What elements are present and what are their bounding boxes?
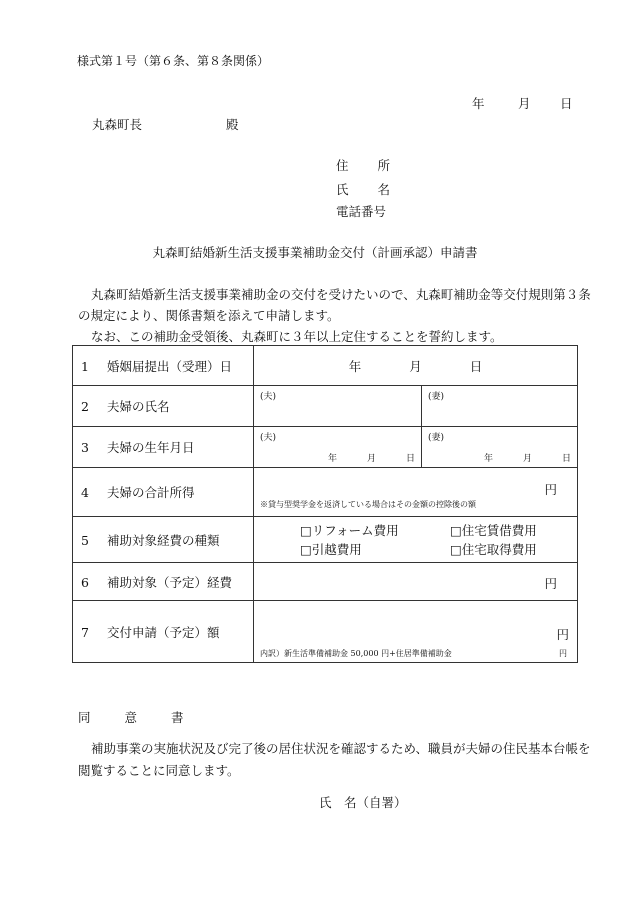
row-label: 2 夫婦の氏名 (73, 386, 254, 427)
breakdown-note: 内訳）新生活準備補助金 50,000 円+住居準備補助金 (260, 649, 452, 658)
row-label: 1 婚姻届提出（受理）日 (73, 346, 254, 386)
applicant-name (336, 180, 446, 198)
planned-expense-yen: 円 (544, 576, 557, 591)
consent-text: 補助事業の実施状況及び完了後の居住状況を確認するため、職員が夫婦の住民基本台帳を閲覧することに同意します。 (78, 741, 591, 778)
checkbox-acquisition[interactable]: □住宅取得費用 (450, 541, 537, 557)
requested-amount-field[interactable] (254, 601, 578, 663)
table-row (73, 563, 578, 601)
applicant-address (336, 156, 446, 174)
form-number: 様式第１号（第６条、第８条関係） (77, 54, 270, 68)
addressee (92, 115, 239, 133)
table-row (73, 386, 578, 427)
checkbox-rent[interactable]: □住宅賃借費用 (450, 522, 537, 538)
row-label: 7 交付申請（予定）額 (73, 601, 254, 663)
expense-type-field (254, 517, 578, 563)
address-label-b: 所 (377, 158, 390, 173)
date-day-label: 日 (560, 96, 573, 111)
page-title: 丸森町結婚新生活支援事業補助金交付（計画承認）申請書 (152, 245, 478, 260)
marriage-date-field[interactable]: 年 月 日 (254, 346, 578, 386)
intro-line-1: 丸森町結婚新生活支援事業補助金の交付を受けたいので、丸森町補助金等交付規則第３条の規定により、関係書類を添えて申請します。 (78, 287, 591, 323)
table-row (73, 427, 578, 468)
row-label: 3 夫婦の生年月日 (73, 427, 254, 468)
submission-date (472, 94, 573, 112)
income-field[interactable] (254, 468, 578, 517)
applicant-phone: 電話番号 (336, 204, 387, 219)
row-label: 4 夫婦の合計所得 (73, 468, 254, 517)
table-row (73, 601, 578, 663)
intro-line-2: なお、この補助金受領後、丸森町に３年以上定住することを誓約します。 (91, 329, 503, 344)
checkbox-moving[interactable]: □引越費用 (300, 541, 362, 557)
table-row (73, 468, 578, 517)
wife-name-field[interactable]: (妻) (422, 386, 578, 427)
wife-birthdate-field[interactable]: (妻) 年 月 日 (422, 427, 578, 468)
signature-field[interactable]: 氏 名（自署） (319, 795, 407, 810)
addressee-name: 丸森町長 (92, 117, 143, 132)
intro-text (78, 284, 602, 347)
breakdown-yen: 円 (559, 649, 567, 658)
income-note: ※貸与型奨学金を返済している場合はその金額の控除後の額 (260, 500, 476, 509)
table-row (73, 346, 578, 386)
husband-birthdate-field[interactable]: (夫) 年 月 日 (254, 427, 422, 468)
checkbox-reform[interactable]: □リフォーム費用 (300, 522, 399, 538)
income-yen: 円 (544, 482, 557, 497)
requested-amount-yen: 円 (556, 627, 569, 642)
address-label-a: 住 (336, 158, 349, 173)
consent-heading: 同 意 書 (78, 710, 184, 725)
table-row (73, 517, 578, 563)
planned-expense-field[interactable] (254, 563, 578, 601)
row-label: 6 補助対象（予定）経費 (73, 563, 254, 601)
application-table (72, 345, 578, 663)
date-year-label: 年 (472, 96, 485, 111)
name-label-b: 名 (377, 182, 390, 197)
addressee-honorific: 殿 (226, 117, 239, 132)
row-label: 5 補助対象経費の種類 (73, 517, 254, 563)
husband-name-field[interactable]: (夫) (254, 386, 422, 427)
name-label-a: 氏 (336, 182, 349, 197)
date-month-label: 月 (518, 96, 531, 111)
